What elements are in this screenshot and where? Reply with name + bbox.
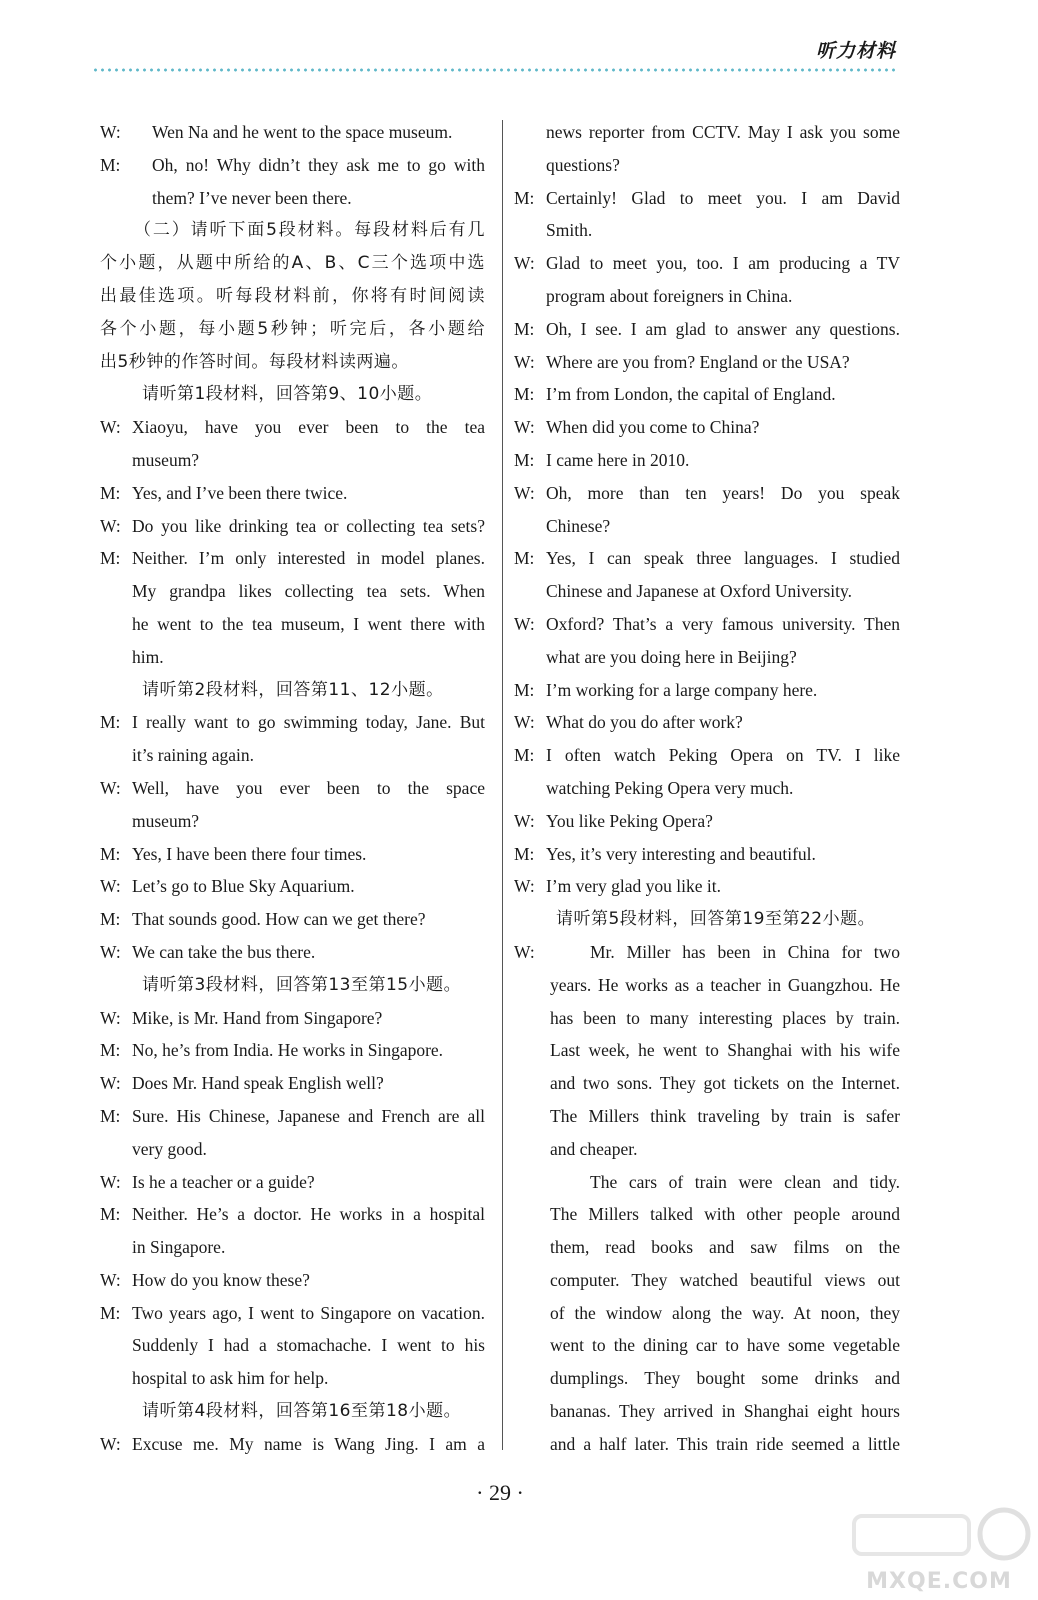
dialogue-text: Chinese and Japanese at Oxford University. — [546, 581, 853, 602]
dialogue-text: Does Mr. Hand speak English well? — [132, 1073, 384, 1094]
dialogue-text: How do you know these? — [132, 1269, 310, 1290]
dialogue-text: has been to many interesting places by train. — [550, 1007, 900, 1028]
text-line — [100, 149, 485, 182]
dialogue-text: Oxford? That’s a very famous university. Then — [546, 613, 900, 634]
speaker-label: M: — [100, 843, 121, 864]
text-line — [514, 214, 900, 247]
text-line — [100, 313, 485, 346]
speaker-label: W: — [514, 810, 535, 831]
right-text-column — [514, 116, 900, 1461]
dialogue-text: museum? — [132, 449, 200, 470]
speaker-label: M: — [514, 449, 535, 470]
dialogue-text: That sounds good. How can we get there? — [132, 909, 426, 930]
text-line — [514, 936, 900, 969]
dialogue-text: them? I’ve never been there. — [152, 187, 352, 208]
speaker-label: W: — [514, 941, 535, 962]
dialogue-text: questions? — [546, 154, 620, 175]
text-line — [514, 641, 900, 674]
text-line — [514, 116, 900, 149]
speaker-label: W: — [100, 1433, 121, 1454]
dialogue-text: I really want to go swimming today, Jane. But — [132, 712, 485, 733]
dialogue-text: I came here in 2010. — [546, 449, 690, 470]
text-line — [100, 674, 485, 707]
speaker-label: M: — [514, 384, 535, 405]
speaker-label: W: — [100, 417, 121, 438]
text-line — [100, 641, 485, 674]
text-line — [100, 1395, 485, 1428]
speaker-label: M: — [514, 187, 535, 208]
dialogue-text: it’s raining again. — [132, 745, 254, 766]
dialogue-text: hospital to ask him for help. — [132, 1368, 329, 1389]
speaker-label: W: — [514, 417, 535, 438]
dialogue-text: You like Peking Opera? — [546, 810, 713, 831]
text-line — [514, 346, 900, 379]
dialogue-text: computer. They watched beautiful views out — [550, 1269, 900, 1290]
dialogue-text: Last week, he went to Shanghai with his wife — [550, 1040, 900, 1061]
speaker-label: M: — [514, 745, 535, 766]
dialogue-text: Chinese? — [546, 515, 611, 536]
dialogue-text: Oh, no! Why didn’t they ask me to go with — [152, 154, 485, 175]
speaker-label: W: — [514, 613, 535, 634]
speaker-label: W: — [100, 122, 121, 142]
dialogue-text: Glad to meet you, too. I am producing a TV — [546, 253, 900, 274]
text-line — [100, 706, 485, 739]
text-line — [514, 674, 900, 707]
dialogue-text: Do you like drinking tea or collecting tea sets? — [132, 515, 485, 536]
text-line — [100, 411, 485, 444]
dialogue-text: what are you doing here in Beijing? — [546, 646, 797, 667]
dialogue-text: Certainly! Glad to meet you. I am David — [546, 187, 900, 208]
text-line — [100, 1428, 485, 1461]
dialogue-text: Smith. — [546, 220, 593, 241]
text-line — [100, 346, 485, 379]
dialogue-text: museum? — [132, 810, 200, 831]
speaker-label: M: — [100, 1302, 121, 1323]
dialogue-text: Oh, I see. I am glad to answer any questions. — [546, 318, 900, 339]
text-line — [100, 444, 485, 477]
dialogue-text: of the window along the way. At noon, they — [550, 1302, 900, 1323]
speaker-label: W: — [514, 253, 535, 274]
instruction-text: 请听第1段材料，回答第9、10小题。 — [142, 384, 433, 405]
text-line — [100, 870, 485, 903]
instruction-text: 请听第5段材料，回答第19至第22小题。 — [556, 909, 876, 930]
text-line — [100, 575, 485, 608]
text-line — [514, 182, 900, 215]
column-divider — [502, 120, 503, 1450]
speaker-label: M: — [514, 548, 535, 569]
speaker-label: M: — [100, 1040, 121, 1061]
text-line — [100, 247, 485, 280]
dialogue-text: Mr. Miller has been in China for two — [590, 941, 900, 962]
watermark — [844, 1506, 1034, 1596]
dialogue-text: Neither. He’s a doctor. He works in a hospital — [132, 1204, 485, 1225]
speaker-label: W: — [100, 941, 121, 962]
instruction-text: 请听第3段材料，回答第13至第15小题。 — [142, 974, 462, 995]
dialogue-text: years. He works as a teacher in Guangzhou. He — [550, 974, 900, 995]
dialogue-text: No, he’s from India. He works in Singapore. — [132, 1040, 444, 1061]
text-line — [100, 477, 485, 510]
text-line — [514, 149, 900, 182]
text-line — [100, 1002, 485, 1035]
watermark-logo-icon — [844, 1506, 1034, 1566]
page-number: · 29 · — [476, 1480, 524, 1505]
text-line — [100, 542, 485, 575]
dialogue-text: Wen Na and he went to the space museum. — [152, 122, 453, 142]
text-line — [514, 870, 900, 903]
text-line — [514, 903, 900, 936]
text-line — [100, 1100, 485, 1133]
text-line — [514, 575, 900, 608]
speaker-label: W: — [100, 1073, 121, 1094]
speaker-label: M: — [514, 679, 535, 700]
text-line — [514, 1133, 900, 1166]
dialogue-text: Two years ago, I went to Singapore on vacation. — [132, 1302, 485, 1323]
text-line — [100, 1034, 485, 1067]
dialogue-text: The cars of train were clean and tidy. — [590, 1171, 900, 1192]
text-line — [100, 378, 485, 411]
watermark-site: MXQE.COM — [866, 1569, 1012, 1594]
dialogue-text: Sure. His Chinese, Japanese and French are all — [132, 1105, 485, 1126]
dialogue-text: and cheaper. — [550, 1138, 638, 1159]
running-header-title: 听力材料 — [815, 40, 896, 62]
text-line — [100, 1198, 485, 1231]
speaker-label: W: — [100, 777, 121, 798]
text-line — [100, 739, 485, 772]
instruction-text: 各个小题，每小题5秒钟；听完后，各小题给 — [100, 318, 485, 339]
dialogue-text: dumplings. They bought some drinks and — [550, 1368, 900, 1389]
dialogue-text: went to the dining car to have some vegetable — [550, 1335, 900, 1356]
speaker-label: M: — [100, 1204, 121, 1225]
text-line — [514, 1100, 900, 1133]
dialogue-text: Let’s go to Blue Sky Aquarium. — [132, 876, 355, 897]
dialogue-text: I’m very glad you like it. — [546, 876, 721, 897]
text-line — [514, 411, 900, 444]
text-line — [514, 444, 900, 477]
instruction-text: 出最佳选项。听每段材料前，你将有时间阅读 — [100, 285, 485, 306]
dialogue-text: Oh, more than ten years! Do you speak — [546, 482, 900, 503]
dialogue-text: watching Peking Opera very much. — [546, 777, 794, 798]
text-line — [100, 182, 485, 215]
text-line — [514, 1297, 900, 1330]
text-line — [514, 1395, 900, 1428]
instruction-text: 个小题，从题中所给的A、B、C三个选项中选 — [100, 253, 485, 274]
dialogue-text: Yes, I can speak three languages. I studied — [546, 548, 900, 569]
dialogue-text: very good. — [132, 1138, 207, 1159]
dialogue-text: I often watch Peking Opera on TV. I like — [546, 745, 900, 766]
dialogue-text: We can take the bus there. — [132, 941, 316, 962]
dialogue-text: him. — [132, 646, 164, 667]
speaker-label: M: — [100, 548, 121, 569]
dialogue-text: news reporter from CCTV. May I ask you some — [546, 122, 900, 142]
dialogue-text: What do you do after work? — [546, 712, 743, 733]
instruction-text: 请听第2段材料，回答第11、12小题。 — [142, 679, 444, 700]
speaker-label: W: — [514, 351, 535, 372]
text-line — [100, 1297, 485, 1330]
header-dotted-rule — [92, 68, 898, 72]
dialogue-text: Mike, is Mr. Hand from Singapore? — [132, 1007, 383, 1028]
speaker-label: M: — [514, 318, 535, 339]
text-line — [100, 936, 485, 969]
dialogue-text: Is he a teacher or a guide? — [132, 1171, 315, 1192]
text-line — [514, 542, 900, 575]
text-line — [514, 706, 900, 739]
dialogue-text: and a half later. This train ride seemed a little — [550, 1433, 900, 1454]
speaker-label: M: — [100, 154, 121, 175]
dialogue-text: in Singapore. — [132, 1237, 226, 1258]
dialogue-text: Neither. I’m only interested in model planes. — [132, 548, 485, 569]
text-line — [100, 969, 485, 1002]
speaker-label: M: — [100, 1105, 121, 1126]
speaker-label: M: — [100, 909, 121, 930]
text-line — [100, 805, 485, 838]
text-line — [100, 903, 485, 936]
text-line — [100, 1133, 485, 1166]
dialogue-text: program about foreigners in China. — [546, 285, 793, 306]
dialogue-text: bananas. They arrived in Shanghai eight hours — [550, 1401, 900, 1422]
instruction-text: 请听第4段材料，回答第16至第18小题。 — [142, 1401, 462, 1422]
speaker-label: W: — [514, 876, 535, 897]
text-line — [100, 1264, 485, 1297]
dialogue-text: My grandpa likes collecting tea sets. When — [132, 581, 485, 602]
text-line — [514, 805, 900, 838]
text-line — [100, 510, 485, 543]
text-line — [514, 739, 900, 772]
text-line — [100, 838, 485, 871]
text-line — [100, 1067, 485, 1100]
dialogue-text: I’m from London, the capital of England. — [546, 384, 836, 405]
speaker-label: M: — [100, 482, 121, 503]
dialogue-text: he went to the tea museum, I went there with — [132, 613, 485, 634]
dialogue-text: Yes, I have been there four times. — [132, 843, 367, 864]
text-line — [100, 116, 485, 149]
dialogue-text: Excuse me. My name is Wang Jing. I am a — [132, 1433, 485, 1454]
watermark-logo — [844, 1506, 1034, 1577]
dialogue-text: Where are you from? England or the USA? — [546, 351, 850, 372]
dialogue-text: and two sons. They got tickets on the Internet. — [550, 1073, 900, 1094]
text-line — [100, 1362, 485, 1395]
speaker-label: W: — [100, 1171, 121, 1192]
text-line — [100, 1329, 485, 1362]
speaker-label: W: — [514, 712, 535, 733]
dialogue-text: Xiaoyu, have you ever been to the tea — [132, 417, 485, 438]
dialogue-text: I’m working for a large company here. — [546, 679, 818, 700]
text-line — [100, 608, 485, 641]
dialogue-text: The Millers talked with other people around — [550, 1204, 900, 1225]
text-line — [514, 510, 900, 543]
dialogue-text: Well, have you ever been to the space — [132, 777, 485, 798]
text-line — [514, 1231, 900, 1264]
speaker-label: W: — [100, 1007, 121, 1028]
text-line — [514, 1428, 900, 1461]
text-line — [514, 247, 900, 280]
instruction-text: （二）请听下面5段材料。每段材料后有几 — [134, 220, 485, 241]
speaker-label: W: — [100, 515, 121, 536]
text-line — [514, 1034, 900, 1067]
text-line — [514, 838, 900, 871]
text-line — [514, 1198, 900, 1231]
text-line — [100, 772, 485, 805]
dialogue-text: The Millers think traveling by train is safer — [550, 1105, 900, 1126]
text-line — [514, 1362, 900, 1395]
dialogue-text: When did you come to China? — [546, 417, 760, 438]
text-line — [514, 608, 900, 641]
text-line — [514, 969, 900, 1002]
text-line — [514, 772, 900, 805]
text-line — [514, 280, 900, 313]
text-line — [100, 280, 485, 313]
text-line — [100, 1231, 485, 1264]
text-line — [514, 378, 900, 411]
text-line — [100, 214, 485, 247]
speaker-label: M: — [514, 843, 535, 864]
text-line — [100, 1166, 485, 1199]
left-text-column — [100, 116, 485, 1461]
dialogue-text: them, read books and saw films on the — [550, 1237, 900, 1258]
text-line — [514, 477, 900, 510]
instruction-text: 出5秒钟的作答时间。每段材料读两遍。 — [100, 351, 409, 372]
speaker-label: W: — [100, 1269, 121, 1290]
dialogue-text: Yes, it’s very interesting and beautiful. — [546, 843, 816, 864]
text-line — [514, 1067, 900, 1100]
text-line — [514, 1329, 900, 1362]
text-line — [514, 1264, 900, 1297]
text-line — [514, 1166, 900, 1199]
text-line — [514, 1002, 900, 1035]
dialogue-text: Yes, and I’ve been there twice. — [132, 482, 348, 503]
speaker-label: W: — [514, 482, 535, 503]
dialogue-text: Suddenly I had a stomachache. I went to his — [132, 1335, 485, 1356]
speaker-label: W: — [100, 876, 121, 897]
text-line — [514, 313, 900, 346]
speaker-label: M: — [100, 712, 121, 733]
